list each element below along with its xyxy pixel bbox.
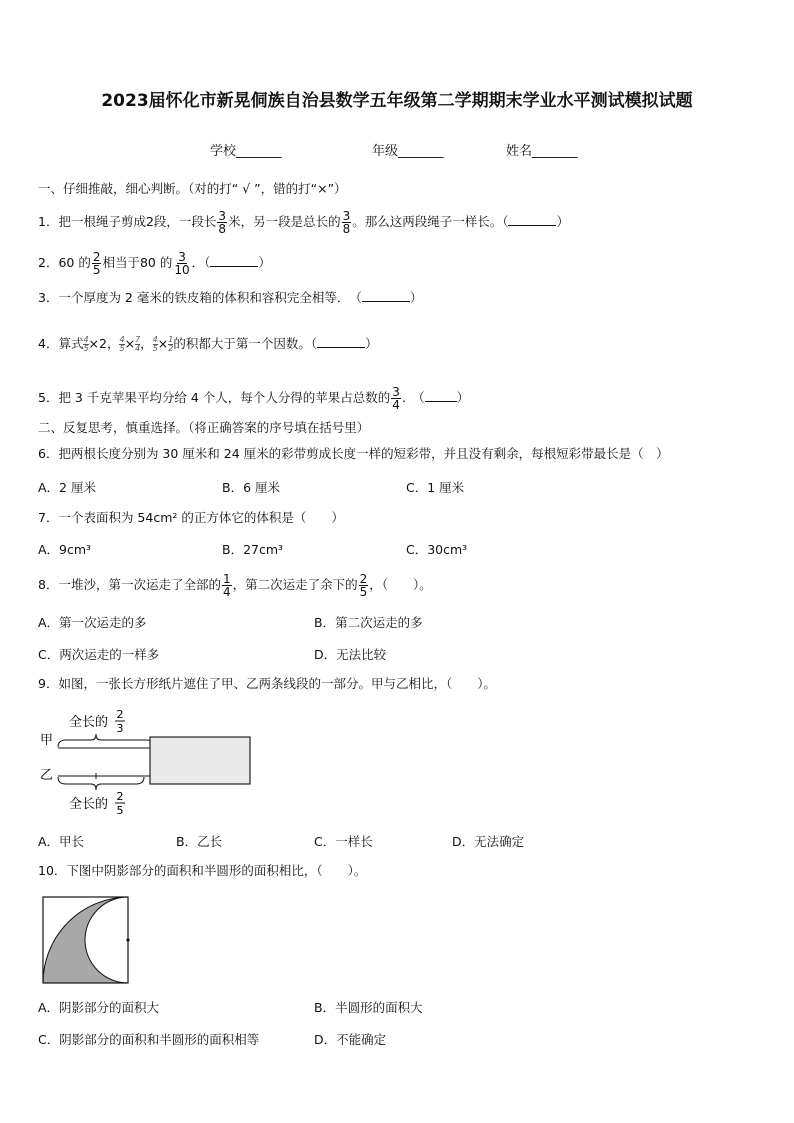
q10-option-b[interactable]: B．半圆形的面积大 — [314, 1000, 423, 1015]
q6-option-a[interactable]: A．2 厘米 — [38, 480, 96, 495]
question-9: 9．如图，一张长方形纸片遮住了甲、乙两条线段的一部分。甲与乙相比，（ ）。 — [38, 676, 496, 691]
q6-option-c[interactable]: C．1 厘米 — [406, 480, 465, 495]
label-yi: 乙 — [40, 768, 54, 783]
q9-figure — [36, 704, 266, 820]
answer-blank-2[interactable] — [210, 254, 258, 267]
q9-option-b[interactable]: B．乙长 — [176, 834, 223, 849]
fraction: $\frac{2}{5}$ — [92, 250, 101, 277]
q8-option-b[interactable]: B．第二次运走的多 — [314, 615, 423, 630]
question-1: 1．把一根绳子剪成2段，一段长 $\frac{3}{8}$ 米，另一段是总长的 $\frac{3}{8}$ 。那么这两段绳子一样长。（ ） — [38, 209, 569, 236]
question-5: 5．把 3 千克苹果平均分给 4 个人，每个人分得的苹果占总数的 $\frac{3}{4}$ . （ ） — [38, 385, 470, 412]
grade-field[interactable]: 年级_______ — [372, 144, 444, 159]
section2-heading: 二、反复思考，慎重选择。（将正确答案的序号填在括号里） — [38, 420, 370, 435]
svg-text:5: 5 — [116, 804, 124, 817]
fig-bottom-text: 全长的 — [69, 797, 109, 812]
question-2: 2．60 的 $\frac{2}{5}$ 相当于80 的 $\frac{3}{10}$ ．（ ） — [38, 250, 271, 277]
label-jia: 甲 — [40, 733, 54, 748]
q8-option-c[interactable]: C．两次运走的一样多 — [38, 647, 160, 662]
q7-option-a[interactable]: A．9cm³ — [38, 542, 92, 557]
name-field[interactable]: 姓名_______ — [506, 144, 578, 159]
answer-blank-4[interactable] — [317, 335, 365, 348]
q6-option-b[interactable]: B．6 厘米 — [222, 480, 281, 495]
question-3: 3．一个厚度为 2 毫米的铁皮箱的体积和容积完全相等． （ ） — [38, 290, 423, 305]
q10-figure — [42, 896, 132, 986]
question-4: 4．算式 $\frac{4}{5}$ ×2， $\frac{4}{5}$ × $\frac{7}{4}$ ， $\frac{4}{5}$ × $\frac{1}{2}$ 的积都大于第一个因数。（ ） — [38, 335, 378, 353]
shaded-region — [43, 897, 128, 983]
question-7: 7．一个表面积为 54cm² 的正方体它的体积是（ ） — [38, 510, 344, 525]
fraction: $\frac{1}{4}$ — [222, 572, 231, 599]
q9-option-d[interactable]: D．无法确定 — [452, 834, 525, 849]
fraction: $\frac{3}{10}$ — [174, 250, 190, 277]
fig-top-text: 全长的 — [69, 715, 109, 730]
question-10: 10．下图中阴影部分的面积和半圆形的面积相比，（ ）。 — [38, 863, 367, 878]
answer-blank-3[interactable] — [362, 289, 410, 302]
question-8: 8．一堆沙，第一次运走了全部的 $\frac{1}{4}$ ，第二次运走了余下的 $\frac{2}{5}$ ，（ ）。 — [38, 572, 432, 599]
page-title: 2023届怀化市新晃侗族自治县数学五年级第二学期期末学业水平测试模拟试题 — [101, 91, 693, 111]
svg-text:2: 2 — [116, 708, 124, 721]
q9-option-a[interactable]: A．甲长 — [38, 834, 85, 849]
q10-option-d[interactable]: D．不能确定 — [314, 1032, 387, 1047]
section1-heading: 一、仔细推敲，细心判断。（对的打“ √ ”，错的打“×”） — [38, 181, 347, 196]
school-field[interactable]: 学校_______ — [210, 144, 282, 159]
svg-text:3: 3 — [116, 722, 124, 735]
fraction: $\frac{3}{4}$ — [392, 385, 400, 412]
fraction: $\frac{2}{5}$ — [359, 572, 368, 599]
fraction: $\frac{3}{8}$ — [342, 209, 351, 236]
question-6: 6．把两根长度分别为 30 厘米和 24 厘米的彩带剪成长度一样的短彩带，并且没有剩余，每根短彩带最长是（ ） — [38, 446, 669, 461]
q10-option-c[interactable]: C．阴影部分的面积和半圆形的面积相等 — [38, 1032, 260, 1047]
q10-option-a[interactable]: A．阴影部分的面积大 — [38, 1000, 160, 1015]
covering-paper — [150, 737, 250, 784]
q8-option-d[interactable]: D．无法比较 — [314, 647, 387, 662]
q9-option-c[interactable]: C．一样长 — [314, 834, 373, 849]
svg-text:2: 2 — [116, 790, 124, 803]
q7-option-c[interactable]: C．30cm³ — [406, 542, 468, 557]
answer-blank-1[interactable] — [508, 213, 556, 226]
fraction: $\frac{3}{8}$ — [218, 209, 227, 236]
answer-blank-5[interactable] — [425, 389, 457, 402]
q8-option-a[interactable]: A．第一次运走的多 — [38, 615, 147, 630]
q7-option-b[interactable]: B．27cm³ — [222, 542, 284, 557]
